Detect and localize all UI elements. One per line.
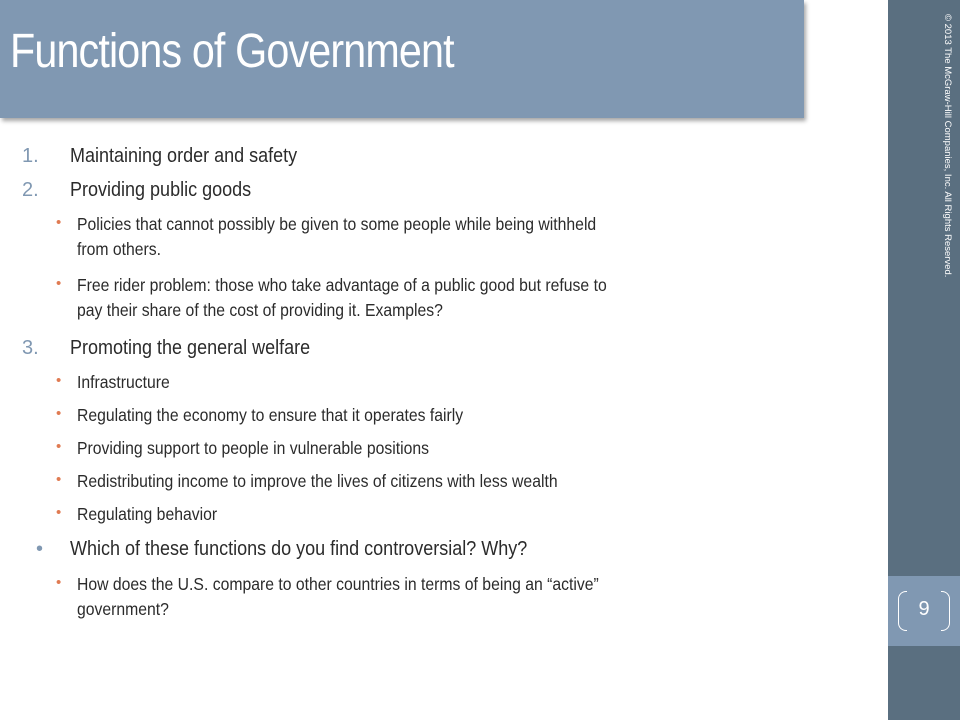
list-item: Maintaining order and safety (70, 145, 298, 167)
bullet-icon: • (56, 471, 62, 488)
sub-item: Regulating the economy to ensure that it operates fairly (77, 405, 464, 425)
sub-item: Redistributing income to improve the lives of citizens with less wealth (77, 471, 558, 491)
bullet-icon: • (36, 538, 44, 560)
page-number: 9 (918, 598, 930, 620)
sub-item: Policies that cannot possibly be given to some people while being withheld from others. (77, 214, 597, 259)
bullet-icon: • (56, 275, 62, 292)
list-item: Providing public goods (70, 179, 252, 201)
list-number: 2. (22, 179, 39, 201)
sub-item: Free rider problem: those who take advantage of a public good but refuse to pay their share of the cost of providing it. Examples? (77, 275, 607, 320)
sub-item: How does the U.S. compare to other countries in terms of being an “active” government? (77, 574, 599, 619)
list-item: Which of these functions do you find controversial? Why? (70, 538, 528, 560)
sub-item: Providing support to people in vulnerable positions (77, 438, 429, 458)
list-number: 3. (22, 337, 39, 359)
copyright-notice: © 2013 The McGraw-Hill Companies, Inc. All Rights Reserved. (942, 14, 953, 278)
sub-item: Regulating behavior (77, 504, 218, 524)
bullet-icon: • (56, 372, 62, 389)
page-number-box (888, 576, 960, 646)
list-number: 1. (22, 145, 39, 167)
list-item: Promoting the general welfare (70, 337, 311, 359)
title-bar (0, 0, 804, 118)
bullet-icon: • (56, 504, 62, 521)
bullet-icon: • (56, 405, 62, 422)
bullet-icon: • (56, 438, 62, 455)
bullet-icon: • (56, 574, 62, 591)
slide-title: Functions of Government (10, 25, 454, 78)
bullet-icon: • (56, 214, 62, 231)
sub-item: Infrastructure (77, 372, 170, 392)
